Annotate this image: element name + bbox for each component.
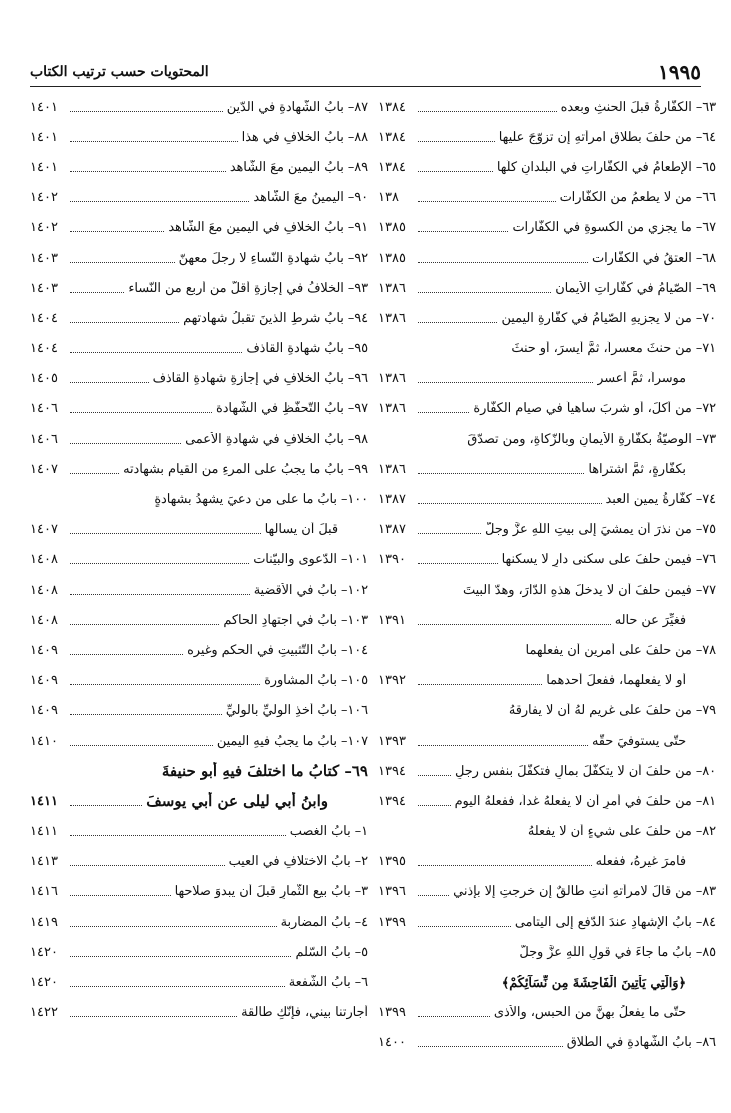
- toc-entry-title: ٣– بابُ بيعِ الثّمارِ قبلَ أن يبدوَ صلاحها: [174, 884, 368, 900]
- toc-entry: [30, 303, 368, 333]
- toc-entry-page: ١٤٠٨: [30, 612, 58, 628]
- dot-leader: [70, 865, 225, 866]
- toc-entry: [378, 454, 716, 484]
- dot-leader: [418, 262, 588, 263]
- toc-entry: [30, 394, 368, 424]
- toc-entry-title: ١٠٢– بابُ في الأقضية: [253, 582, 368, 598]
- toc-entry-title: ٨٧– بابُ الشّهادةِ في الدّين: [226, 99, 368, 115]
- dot-leader: [70, 292, 124, 293]
- toc-entry-title: قبلَ أن يسألها: [264, 522, 338, 538]
- dot-leader: [70, 594, 250, 595]
- toc-entry-page: ١٤٠٨: [30, 552, 58, 568]
- dot-leader: [70, 111, 223, 112]
- toc-entry-page: ١٤١١: [30, 824, 58, 840]
- toc-entry: [378, 394, 716, 424]
- toc-entry: [30, 183, 368, 213]
- toc-entry-title: ١٠٧– بابُ ما يجبُ فيهِ اليمين: [216, 733, 368, 749]
- toc-entry-page: ١٣٩٩: [378, 1005, 406, 1021]
- toc-entry: [378, 484, 716, 514]
- toc-entry-page: ١٣٨٧: [378, 522, 406, 538]
- dot-leader: [70, 654, 183, 655]
- toc-entry: [378, 122, 716, 152]
- toc-entry: [378, 847, 716, 877]
- toc-entry: [30, 817, 368, 847]
- toc-entry-page: ١٣٩١: [378, 612, 406, 628]
- toc-entry-page: ١٤٠٩: [30, 673, 58, 689]
- toc-entry: [378, 334, 716, 364]
- toc-entry-title: ٧٤– كفّارةُ يمينِ العبد: [605, 492, 716, 508]
- toc-entry-title: ٦٩– الصّيامُ في كفّاراتِ الأيمان: [555, 280, 716, 296]
- toc-entry-page: ١٣٨٤: [378, 159, 406, 175]
- toc-entry-page: ١٣٨٦: [378, 371, 406, 387]
- toc-entry-page: ١٤٠٤: [30, 310, 58, 326]
- toc-entry: [30, 575, 368, 605]
- toc-entry-page: ١٤٢٢: [30, 1005, 58, 1021]
- toc-entry: [378, 635, 716, 665]
- toc-entry-page: ١٤٠٢: [30, 220, 58, 236]
- toc-entry-title: ٦٤– من حلفَ بطلاقِ امرأتهِ إن تزوّجَ عليها: [498, 129, 716, 145]
- toc-entry: [378, 817, 716, 847]
- toc-entry-title: ٦٨– العتقُ في الكفّارات: [592, 250, 716, 266]
- toc-entry-title: ٩٧– بابُ التّحفّظِ في الشّهادة: [216, 401, 368, 417]
- toc-column-right: [378, 92, 716, 1058]
- dot-leader: [418, 231, 508, 232]
- dot-leader: [418, 382, 593, 383]
- dot-leader: [70, 201, 249, 202]
- toc-entry-title: ٨٣– من قالَ لامرأتهِ أنتِ طالقٌ إن خرجتِ إلا بإذني: [453, 884, 716, 900]
- toc-entry: [378, 998, 716, 1028]
- toc-entry-title: أجارتنا بيني، فإنّكِ طالقة: [241, 1005, 368, 1021]
- toc-entry-title: ٧١– من حنثَ معسراً، ثمَّ أيسرَ، أو حنثَ: [511, 341, 716, 357]
- toc-entry-page: ١٣٩٤: [378, 793, 406, 809]
- toc-entry-page: ١٣٨٤: [378, 99, 406, 115]
- toc-entry-page: ١٤٠٣: [30, 250, 58, 266]
- toc-entry: [378, 183, 716, 213]
- toc-entry-title: ٦٩– كتابُ ما اختلفَ فيهِ أبو حنيفةَ: [161, 762, 368, 781]
- dot-leader: [70, 684, 260, 685]
- dot-leader: [70, 473, 119, 474]
- toc-entry-page: ١٣٨٦: [378, 461, 406, 477]
- toc-entry-page: ١٤٠٥: [30, 371, 58, 387]
- toc-entry: [30, 454, 368, 484]
- toc-entry: [30, 213, 368, 243]
- toc-entry: [378, 545, 716, 575]
- toc-entry: [378, 907, 716, 937]
- dot-leader: [70, 895, 171, 896]
- toc-entry-title: حتّى يستوفيَ حقّه: [591, 733, 686, 749]
- dot-leader: [70, 141, 238, 142]
- toc-entry-page: ١٣٩٢: [378, 673, 406, 689]
- toc-entry-page: ١٣٩٥: [378, 854, 406, 870]
- dot-leader: [418, 412, 469, 413]
- toc-entry: [30, 152, 368, 182]
- toc-entry: [30, 364, 368, 394]
- toc-entry-title: ٧٦– فيمن حلفَ على سكنى دارٍ لا يسكنها: [501, 552, 716, 568]
- toc-entry: [30, 605, 368, 635]
- toc-entry: [378, 575, 716, 605]
- toc-entry: [378, 666, 716, 696]
- toc-entry-page: ١٣٨٤: [378, 129, 406, 145]
- dot-leader: [418, 805, 451, 806]
- toc-entry-page: ١٣٨٦: [378, 401, 406, 417]
- toc-entry: [30, 907, 368, 937]
- toc-entry-title: فغيِّرَ عن حاله: [614, 612, 686, 628]
- toc-entry: [378, 1028, 716, 1058]
- toc-entry-title: أو لا يفعلهما، ففعلَ أحدهما: [546, 673, 686, 689]
- toc-entry-title: ٧٢– من أكلَ، أو شربَ ساهياً في صيامِ الكفّارة: [473, 401, 716, 417]
- dot-leader: [418, 473, 584, 474]
- toc-entry: [378, 786, 716, 816]
- dot-leader: [70, 835, 286, 836]
- toc-entry-page: ١٤١٦: [30, 884, 58, 900]
- dot-leader: [418, 775, 451, 776]
- toc-entry-page: ١٤١٠: [30, 733, 58, 749]
- toc-entry-title: ٦٣– الكفّارةُ قبلَ الحنثِ وبعده: [560, 99, 716, 115]
- toc-entry-title: حتّى ما يفعلُ بهنَّ من الحبسِ، والأذى: [493, 1005, 686, 1021]
- toc-entry-title: ٨٤– بابُ الإشهادِ عندَ الدّفعِ إلى اليتامى: [514, 914, 716, 930]
- toc-entry: [378, 515, 716, 545]
- toc-entry: [378, 273, 716, 303]
- toc-entry-page: ١٤٠١: [30, 159, 58, 175]
- toc-entry-title: ٧٣– الوصيّةُ بكفّارةِ الأيمانِ وبالزّكاةِ، ومن تصدّقَ: [467, 431, 716, 447]
- toc-entry-page: ١٣٩٣: [378, 733, 406, 749]
- toc-entry: [30, 937, 368, 967]
- toc-entry: [378, 696, 716, 726]
- dot-leader: [70, 714, 222, 715]
- toc-entry-title: ١– بابُ الغصب: [289, 824, 368, 840]
- dot-leader: [70, 956, 291, 957]
- toc-entry-page: ١٤٢٠: [30, 975, 58, 991]
- toc-entry-page: ١٤٠٩: [30, 642, 58, 658]
- dot-leader: [418, 533, 481, 534]
- toc-entry-title: ٩٢– بابُ شهادةِ النّساءِ لا رجلَ معهنّ: [178, 250, 368, 266]
- toc-entry: [378, 92, 716, 122]
- toc-entry-page: ١٤١١: [30, 793, 58, 809]
- toc-entry-title: ٩٥– بابُ شهادةِ القاذف: [246, 341, 368, 357]
- toc-entry-title: موسراً، ثمَّ أعسر: [597, 371, 686, 387]
- dot-leader: [70, 986, 285, 987]
- toc-entry: [378, 726, 716, 756]
- toc-entry-title: ٦٥– الإطعامُ في الكفّاراتِ في البلدانِ كلِّها: [496, 159, 716, 175]
- toc-entry-title: ٨٦– بابُ الشّهادةِ في الطّلاق: [566, 1035, 716, 1051]
- toc-entry: [378, 303, 716, 333]
- toc-entry-title: ١٠٤– بابُ التّثبيتِ في الحكمِ وغيره: [187, 642, 368, 658]
- dot-leader: [418, 895, 449, 896]
- toc-entry-page: ١٣٨٥: [378, 220, 406, 236]
- toc-entry-title: ﴿وَالَّٰتِي يَأْتِينَ الْفَاحِشَةَ مِن نِّسَآئِكُمْ﴾: [501, 975, 686, 991]
- toc-entry-page: ١٣٨: [378, 190, 399, 206]
- toc-entry: [378, 152, 716, 182]
- dot-leader: [418, 926, 511, 927]
- page-number: ١٩٩٥: [658, 60, 701, 84]
- dot-leader: [418, 171, 493, 172]
- toc-column-left: [30, 92, 368, 1028]
- toc-entry-title: فأمرَ غيرهُ، ففعله: [595, 854, 686, 870]
- dot-leader: [70, 1016, 237, 1017]
- toc-entry-page: ١٤٠٨: [30, 582, 58, 598]
- toc-entry-page: ١٤١٣: [30, 854, 58, 870]
- toc-entry: [378, 937, 716, 967]
- dot-leader: [70, 443, 181, 444]
- toc-entry-page: ١٣٩٩: [378, 914, 406, 930]
- toc-entry: [30, 998, 368, 1028]
- toc-entry: [30, 635, 368, 665]
- toc-entry: [30, 756, 368, 786]
- toc-entry-page: ١٣٩٤: [378, 763, 406, 779]
- toc-entry-title: ٦– بابُ الشّفعة: [288, 975, 368, 991]
- toc-entry-title: ٧٧– فيمن حلفَ أن لا يدخلَ هذهِ الدّارَ، وهدّ البيتَ: [463, 582, 716, 598]
- toc-entry: [30, 92, 368, 122]
- toc-entry-title: ٧٥– من نذرَ أن يمشيَ إلى بيتِ اللّهِ عزَّ وجلَّ: [485, 522, 716, 538]
- toc-entry: [30, 243, 368, 273]
- toc-entry-page: ١٣٨٥: [378, 250, 406, 266]
- toc-entry-title: ٥– بابُ السّلم: [295, 944, 368, 960]
- dot-leader: [70, 231, 164, 232]
- toc-entry-page: ١٤٠٩: [30, 703, 58, 719]
- toc-entry-page: ١٤٠٤: [30, 341, 58, 357]
- dot-leader: [418, 745, 588, 746]
- toc-entry: [30, 334, 368, 364]
- toc-entry-title: ١٠٦– بابُ أخذِ الوليِّ بالوليِّ: [225, 703, 368, 719]
- toc-entry-title: ٧٩– من حلفَ على غريمٍ لهُ أن لا يفارقهُ: [508, 703, 716, 719]
- dot-leader: [418, 1016, 490, 1017]
- toc-entry: [378, 967, 716, 997]
- toc-entry-title: ٩٤– بابُ شرطِ الّذينَ تقبلُ شهادتهم: [183, 310, 368, 326]
- toc-entry-page: ١٤٠٧: [30, 522, 58, 538]
- dot-leader: [418, 865, 592, 866]
- toc-entry-page: ١٣٨٧: [378, 492, 406, 508]
- toc-entry-title: ١٠١– الدّعوى والبيّنات: [253, 552, 368, 568]
- toc-entry-page: ١٣٨٦: [378, 280, 406, 296]
- header-divider: [30, 86, 701, 87]
- toc-entry-page: ١٤٠٦: [30, 401, 58, 417]
- toc-entry: [378, 756, 716, 786]
- toc-entry-page: ١٤٠٦: [30, 431, 58, 447]
- dot-leader: [418, 684, 542, 685]
- toc-entry-page: ١٣٩٠: [378, 552, 406, 568]
- toc-entry-title: ٨٠– من حلفَ أن لا يتكفّلَ بمالٍ فتكفّلَ بنفسِ رجلٍ: [454, 763, 716, 779]
- toc-entry: [378, 364, 716, 394]
- toc-entry: [30, 273, 368, 303]
- toc-entry-title: ٨٢– من حلفَ على شيءٍ أن لا يفعلهُ: [527, 824, 716, 840]
- toc-entry-title: ٨٩– بابُ اليمينِ معَ الشّاهد: [229, 159, 368, 175]
- toc-entry: [30, 515, 368, 545]
- toc-entry: [30, 847, 368, 877]
- toc-entry-title: ٤– بابُ المضاربة: [280, 914, 368, 930]
- toc-entry-title: وابنُ أبي ليلى عن أبي يوسفَ: [146, 792, 328, 811]
- toc-entry: [30, 122, 368, 152]
- toc-entry-title: ٨٥– بابُ ما جاءَ في قولِ اللّهِ عزَّ وجلَّ: [519, 944, 716, 960]
- toc-entry-title: ٦٧– ما يجزي من الكسوةِ في الكفّارات: [512, 220, 716, 236]
- toc-entry-page: ١٣٩٦: [378, 884, 406, 900]
- dot-leader: [70, 412, 212, 413]
- running-title: المحتويات حسب ترتيب الكتاب: [30, 64, 209, 80]
- dot-leader: [418, 624, 611, 625]
- dot-leader: [70, 563, 249, 564]
- toc-entry-title: ٩٠– اليمينُ معَ الشّاهد: [253, 190, 368, 206]
- dot-leader: [418, 322, 497, 323]
- toc-entry: [378, 605, 716, 635]
- dot-leader: [70, 926, 277, 927]
- toc-entry-page: ١٤٢٠: [30, 944, 58, 960]
- dot-leader: [70, 262, 175, 263]
- toc-entry: [30, 786, 368, 816]
- toc-entry: [30, 666, 368, 696]
- dot-leader: [70, 805, 142, 806]
- toc-entry-title: ٧٨– من حلفَ على أمرينِ أن يفعلهما: [525, 642, 716, 658]
- dot-leader: [70, 533, 261, 534]
- dot-leader: [70, 171, 226, 172]
- dot-leader: [70, 382, 149, 383]
- toc-entry-title: بكفّارةٍ، ثمَّ اشتراها: [588, 461, 686, 477]
- toc-entry-page: ١٤١٩: [30, 914, 58, 930]
- toc-entry-page: ١٤٠٢: [30, 190, 58, 206]
- toc-entry: [378, 877, 716, 907]
- toc-entry-page: ١٤٠٠: [378, 1035, 406, 1051]
- toc-entry: [30, 484, 368, 514]
- dot-leader: [70, 745, 213, 746]
- toc-entry: [378, 213, 716, 243]
- dot-leader: [418, 292, 551, 293]
- toc-entry: [30, 545, 368, 575]
- toc-entry-title: ٨٨– بابُ الخلافِ في هذا: [241, 129, 368, 145]
- toc-entry: [30, 424, 368, 454]
- toc-entry-title: ١٠٣– بابُ في اجتهادِ الحاكم: [223, 612, 368, 628]
- toc-entry: [30, 967, 368, 997]
- toc-entry-title: ١٠٥– بابُ المشاورة: [264, 673, 368, 689]
- toc-entry-title: ١٠٠– بابُ ما على من دعيَ يشهدُ بشهادةٍ: [154, 492, 368, 508]
- toc-entry-page: ١٣٨٦: [378, 310, 406, 326]
- toc-entry-title: ٩٩– بابُ ما يجبُ على المرءِ من القيامِ بشهادته: [123, 461, 368, 477]
- toc-entry: [378, 424, 716, 454]
- dot-leader: [70, 624, 219, 625]
- page-header: [30, 58, 701, 86]
- toc-entry-title: ٧٠– من لا يجزيهِ الصّيامُ في كفّارةِ اليمين: [501, 310, 716, 326]
- dot-leader: [418, 201, 556, 202]
- toc-entry-page: ١٤٠٣: [30, 280, 58, 296]
- toc-entry: [30, 877, 368, 907]
- dot-leader: [418, 141, 495, 142]
- toc-entry: [378, 243, 716, 273]
- toc-entry-title: ٩١– بابُ الخلافِ في اليمينِ معَ الشّاهد: [168, 220, 368, 236]
- toc-entry: [30, 726, 368, 756]
- dot-leader: [70, 352, 242, 353]
- dot-leader: [418, 563, 498, 564]
- dot-leader: [418, 111, 557, 112]
- toc-entry-title: ٩٦– بابُ الخلافِ في إجازةِ شهادةِ القاذف: [152, 371, 368, 387]
- dot-leader: [418, 1046, 563, 1047]
- toc-entry-page: ١٤٠١: [30, 129, 58, 145]
- toc-entry-title: ٨١– من حلفَ في أمرٍ أن لا يفعلهُ غداً، ففعلهُ اليوم: [454, 793, 716, 809]
- toc-entry: [30, 696, 368, 726]
- toc-entry-title: ٩٣– الخلافُ في إجازةِ أقلَّ من أربعٍ من النّساء: [128, 280, 368, 296]
- dot-leader: [418, 503, 602, 504]
- toc-entry-title: ٦٦– من لا يطعمُ من الكفّارات: [559, 190, 716, 206]
- toc-entry-page: ١٤٠١: [30, 99, 58, 115]
- dot-leader: [70, 322, 179, 323]
- toc-entry-page: ١٤٠٧: [30, 461, 58, 477]
- toc-entry-title: ٩٨– بابُ الخلافِ في شهادةِ الأعمى: [185, 431, 368, 447]
- toc-entry-title: ٢– بابُ الاختلافِ في العيب: [228, 854, 368, 870]
